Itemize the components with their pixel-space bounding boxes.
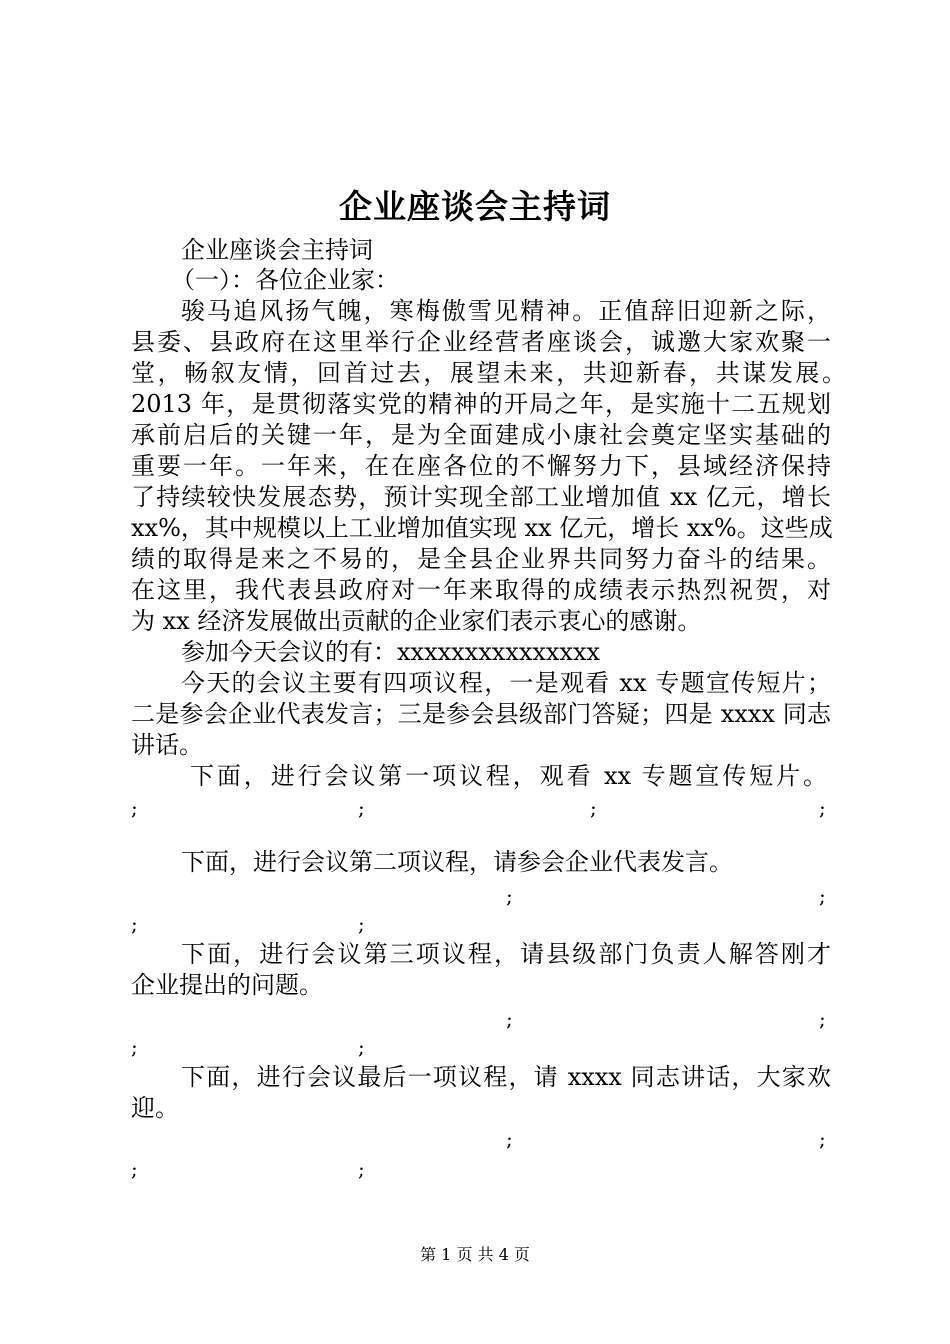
semicolon-mark: ;	[506, 1127, 513, 1151]
semicolon-mark: ;	[819, 1127, 826, 1151]
attendees-line: 参加今天会议的有：xxxxxxxxxxxxxxx	[181, 638, 601, 666]
semicolon-mark: ;	[506, 884, 513, 908]
paragraph-line: xx%，其中规模以上工业增加值实现 xx 亿元，增长 xx%。这些成	[131, 514, 833, 542]
paragraph-line: 县委、县政府在这里举行企业经营者座谈会，诚邀大家欢聚一	[131, 328, 831, 356]
paragraph-line: 绩的取得是来之不易的，是全县企业界共同努力奋斗的结果。	[131, 545, 831, 573]
semicolon-mark: ;	[819, 884, 826, 908]
paragraph-line: 了持续较快发展态势，预计实现全部工业增加值 xx 亿元，增长	[131, 483, 831, 511]
paragraph-line: 为 xx 经济发展做出贡献的企业家们表示衷心的感谢。	[131, 607, 702, 635]
paragraph-line: 2013 年，是贯彻落实党的精神的开局之年，是实施十二五规划	[131, 390, 831, 418]
semicolon-mark: ;	[358, 912, 365, 936]
agenda-line: 讲话。	[131, 731, 203, 759]
agenda-item-4-cont: 迎。	[131, 1094, 179, 1122]
agenda-line: 二是参会企业代表发言；三是参会县级部门答疑；四是 xxxx 同志	[131, 700, 831, 728]
semicolon-mark: ;	[131, 796, 138, 820]
subtitle-line: 企业座谈会主持词	[181, 236, 373, 264]
agenda-item-1: 下面，进行会议第一项议程，观看 xx 专题宣传短片。	[190, 762, 827, 790]
document-title: 企业座谈会主持词	[339, 187, 611, 226]
semicolon-mark: ;	[358, 1157, 365, 1181]
semicolon-mark: ;	[131, 1157, 138, 1181]
semicolon-mark: ;	[358, 1035, 365, 1059]
paragraph-line: 堂，畅叙友情，回首过去，展望未来，共迎新春，共谋发展。	[131, 359, 846, 387]
agenda-item-3: 下面，进行会议第三项议程，请县级部门负责人解答刚才	[181, 940, 831, 968]
greeting-line: （一）：各位企业家：	[171, 266, 399, 294]
paragraph-line: 在这里，我代表县政府对一年来取得的成绩表示热烈祝贺，对	[131, 576, 831, 604]
agenda-line: 今天的会议主要有四项议程，一是观看 xx 专题宣传短片；	[181, 669, 831, 697]
page-footer: 第 1 页 共 4 页	[420, 1245, 530, 1264]
paragraph-line: 重要一年。一年来，在在座各位的不懈努力下，县域经济保持	[131, 452, 831, 480]
semicolon-mark: ;	[131, 912, 138, 936]
paragraph-line: 骏马追风扬气魄，寒梅傲雪见精神。正值辞旧迎新之际，	[181, 297, 831, 325]
semicolon-mark: ;	[131, 1035, 138, 1059]
semicolon-mark: ;	[819, 1007, 826, 1031]
agenda-item-4: 下面，进行会议最后一项议程，请 xxxx 同志讲话，大家欢	[181, 1063, 831, 1091]
paragraph-line: 承前启后的关键一年，是为全面建成小康社会奠定坚实基础的	[131, 421, 831, 449]
agenda-item-3-cont: 企业提出的问题。	[131, 971, 323, 999]
agenda-item-2: 下面，进行会议第二项议程，请参会企业代表发言。	[181, 848, 733, 876]
semicolon-mark: ;	[358, 796, 365, 820]
semicolon-mark: ;	[819, 796, 826, 820]
semicolon-mark: ;	[590, 796, 597, 820]
semicolon-mark: ;	[506, 1007, 513, 1031]
